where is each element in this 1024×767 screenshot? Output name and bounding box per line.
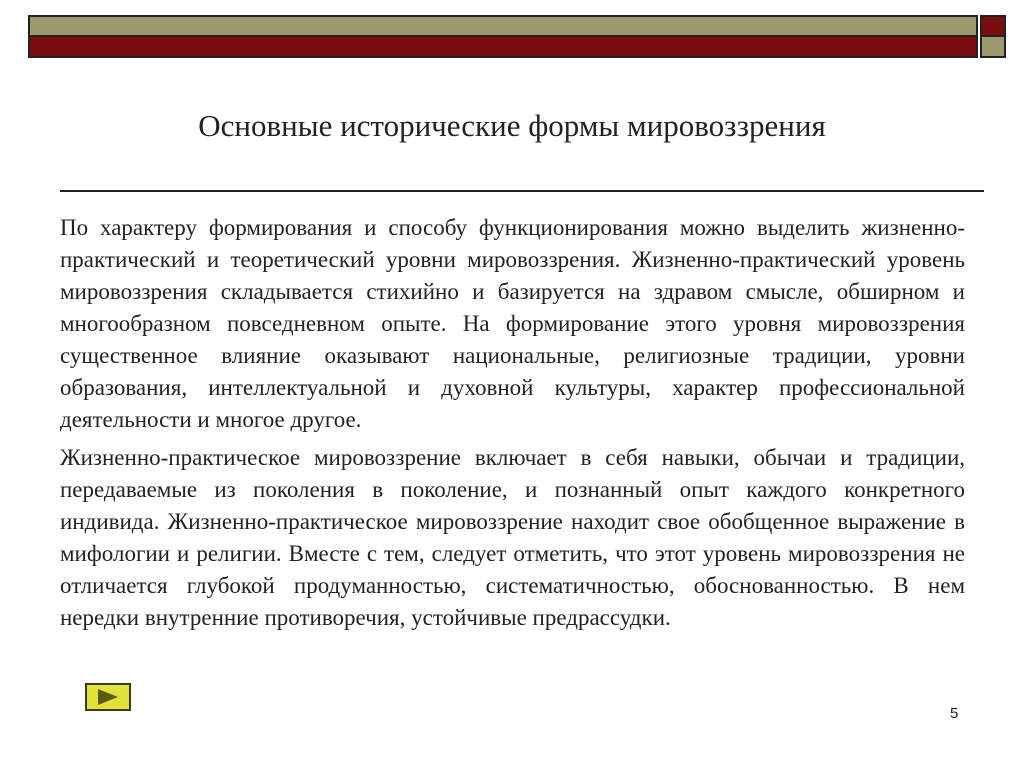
header-corner-olive — [980, 37, 1006, 58]
next-slide-button[interactable] — [85, 683, 131, 711]
slide-title: Основные исторические формы мировоззрения — [198, 108, 826, 143]
header-corner-maroon — [980, 15, 1006, 37]
play-arrow-icon — [95, 688, 121, 706]
paragraph-1: По характеру формирования и способу функционирования можно выделить жизненно-практический и теоретический уровни мировоззрения. Жизненно-практический уровень мировоззрения складывается стихийно и базируется на здравом смысле, обширном и многообразном повседневном опыте. На формирование этого уровня мировоззрения существенное влияние оказывают национальные, религиозные традиции, уровни образования, интеллектуальной и духовной культуры, характер профессиональной деятельности и многое другое. — [60, 215, 965, 432]
slide-body — [60, 212, 965, 640]
title-divider — [60, 190, 984, 192]
slide-number: 5 — [950, 705, 959, 722]
paragraph-2: Жизненно-практическое мировоззрение включает в себя навыки, обычаи и традиции, передаваемые из поколения в поколение, и познанный опыт каждого конкретного индивида. Жизненно-практическое мировоззрение находит свое обобщенное выражение в мифологии и религии. Вместе с тем, следует отметить, что этот уровень мировоззрения не отличается глубокой продуманностью, систематичностью, обоснованностью. В нем нередки внутренние противоречия, устойчивые предрассудки. — [60, 445, 965, 630]
header-bar-maroon — [28, 37, 978, 58]
header-bar-olive — [28, 15, 978, 37]
